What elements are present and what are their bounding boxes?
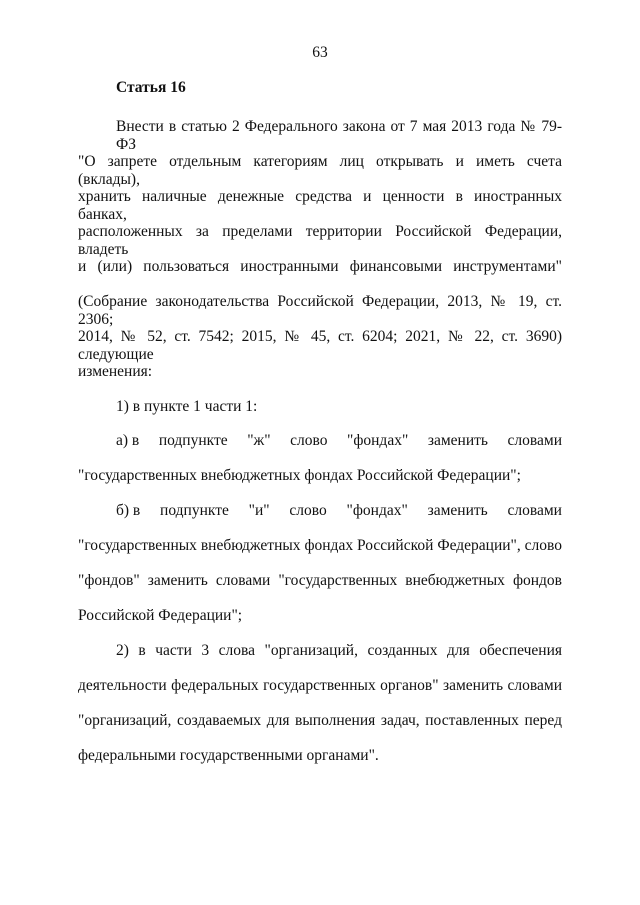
intro-line-7: 2014, № 52, ст. 7542; 2015, № 45, ст. 6204; 2021, № 22, ст. 3690) следующие bbox=[78, 328, 562, 363]
subitem-a-word: "фондах" bbox=[347, 432, 409, 449]
subitem-b-word: словами bbox=[507, 502, 562, 519]
item-2-line-3: "организаций, создаваемых для выполнения задач, поставленных перед bbox=[78, 712, 562, 729]
subitem-a-word: словами bbox=[507, 432, 562, 449]
subitem-b-word: подпункте bbox=[160, 502, 229, 519]
item-2-line-1: 2) в части 3 слова "организаций, созданных для обеспечения bbox=[116, 642, 562, 659]
intro-line-2: "О запрете отдельным категориям лиц открывать и иметь счета (вклады), bbox=[78, 153, 562, 188]
item-2-line-4: федеральными государственными органами". bbox=[78, 747, 379, 764]
page-number: 63 bbox=[312, 44, 328, 61]
subitem-b-line-4: Российской Федерации"; bbox=[78, 607, 243, 624]
item-2-line-2: деятельности федеральных государственных органов" заменить словами bbox=[78, 677, 562, 694]
subitem-b-word: слово bbox=[289, 502, 327, 519]
subitem-a-word: слово bbox=[290, 432, 328, 449]
subitem-a-word: а) в bbox=[116, 432, 140, 449]
intro-line-3: хранить наличные денежные средства и ценности в иностранных банках, bbox=[78, 188, 562, 223]
subitem-b-line-2: "государственных внебюджетных фондах Российской Федерации", слово bbox=[78, 537, 562, 554]
subitem-a-line-1 bbox=[116, 432, 562, 450]
intro-line-8: изменения: bbox=[78, 363, 153, 380]
subitem-b-word: "и" bbox=[248, 502, 270, 519]
subitem-a-word: "ж" bbox=[247, 432, 271, 449]
subitem-b-word: заменить bbox=[427, 502, 488, 519]
subitem-b-line-1 bbox=[116, 502, 562, 520]
subitem-b-word: "фондах" bbox=[346, 502, 408, 519]
intro-line-5: и (или) пользоваться иностранными финансовыми инструментами" bbox=[78, 258, 562, 275]
item-1-lead: 1) в пункте 1 части 1: bbox=[116, 398, 258, 415]
subitem-b-word: б) в bbox=[116, 502, 141, 519]
intro-line-1: Внести в статью 2 Федерального закона от 7 мая 2013 года № 79-ФЗ bbox=[116, 118, 562, 153]
intro-line-6: (Собрание законодательства Российской Федерации, 2013, № 19, ст. 2306; bbox=[78, 293, 562, 328]
intro-line-4: расположенных за пределами территории Российской Федерации, владеть bbox=[78, 223, 562, 258]
subitem-a-word: подпункте bbox=[158, 432, 228, 449]
subitem-b-line-3: "фондов" заменить словами "государственных внебюджетных фондов bbox=[78, 572, 562, 589]
article-heading: Статья 16 bbox=[116, 79, 186, 96]
subitem-a-word: заменить bbox=[427, 432, 488, 449]
subitem-a-line-2: "государственных внебюджетных фондах Российской Федерации"; bbox=[78, 467, 521, 484]
